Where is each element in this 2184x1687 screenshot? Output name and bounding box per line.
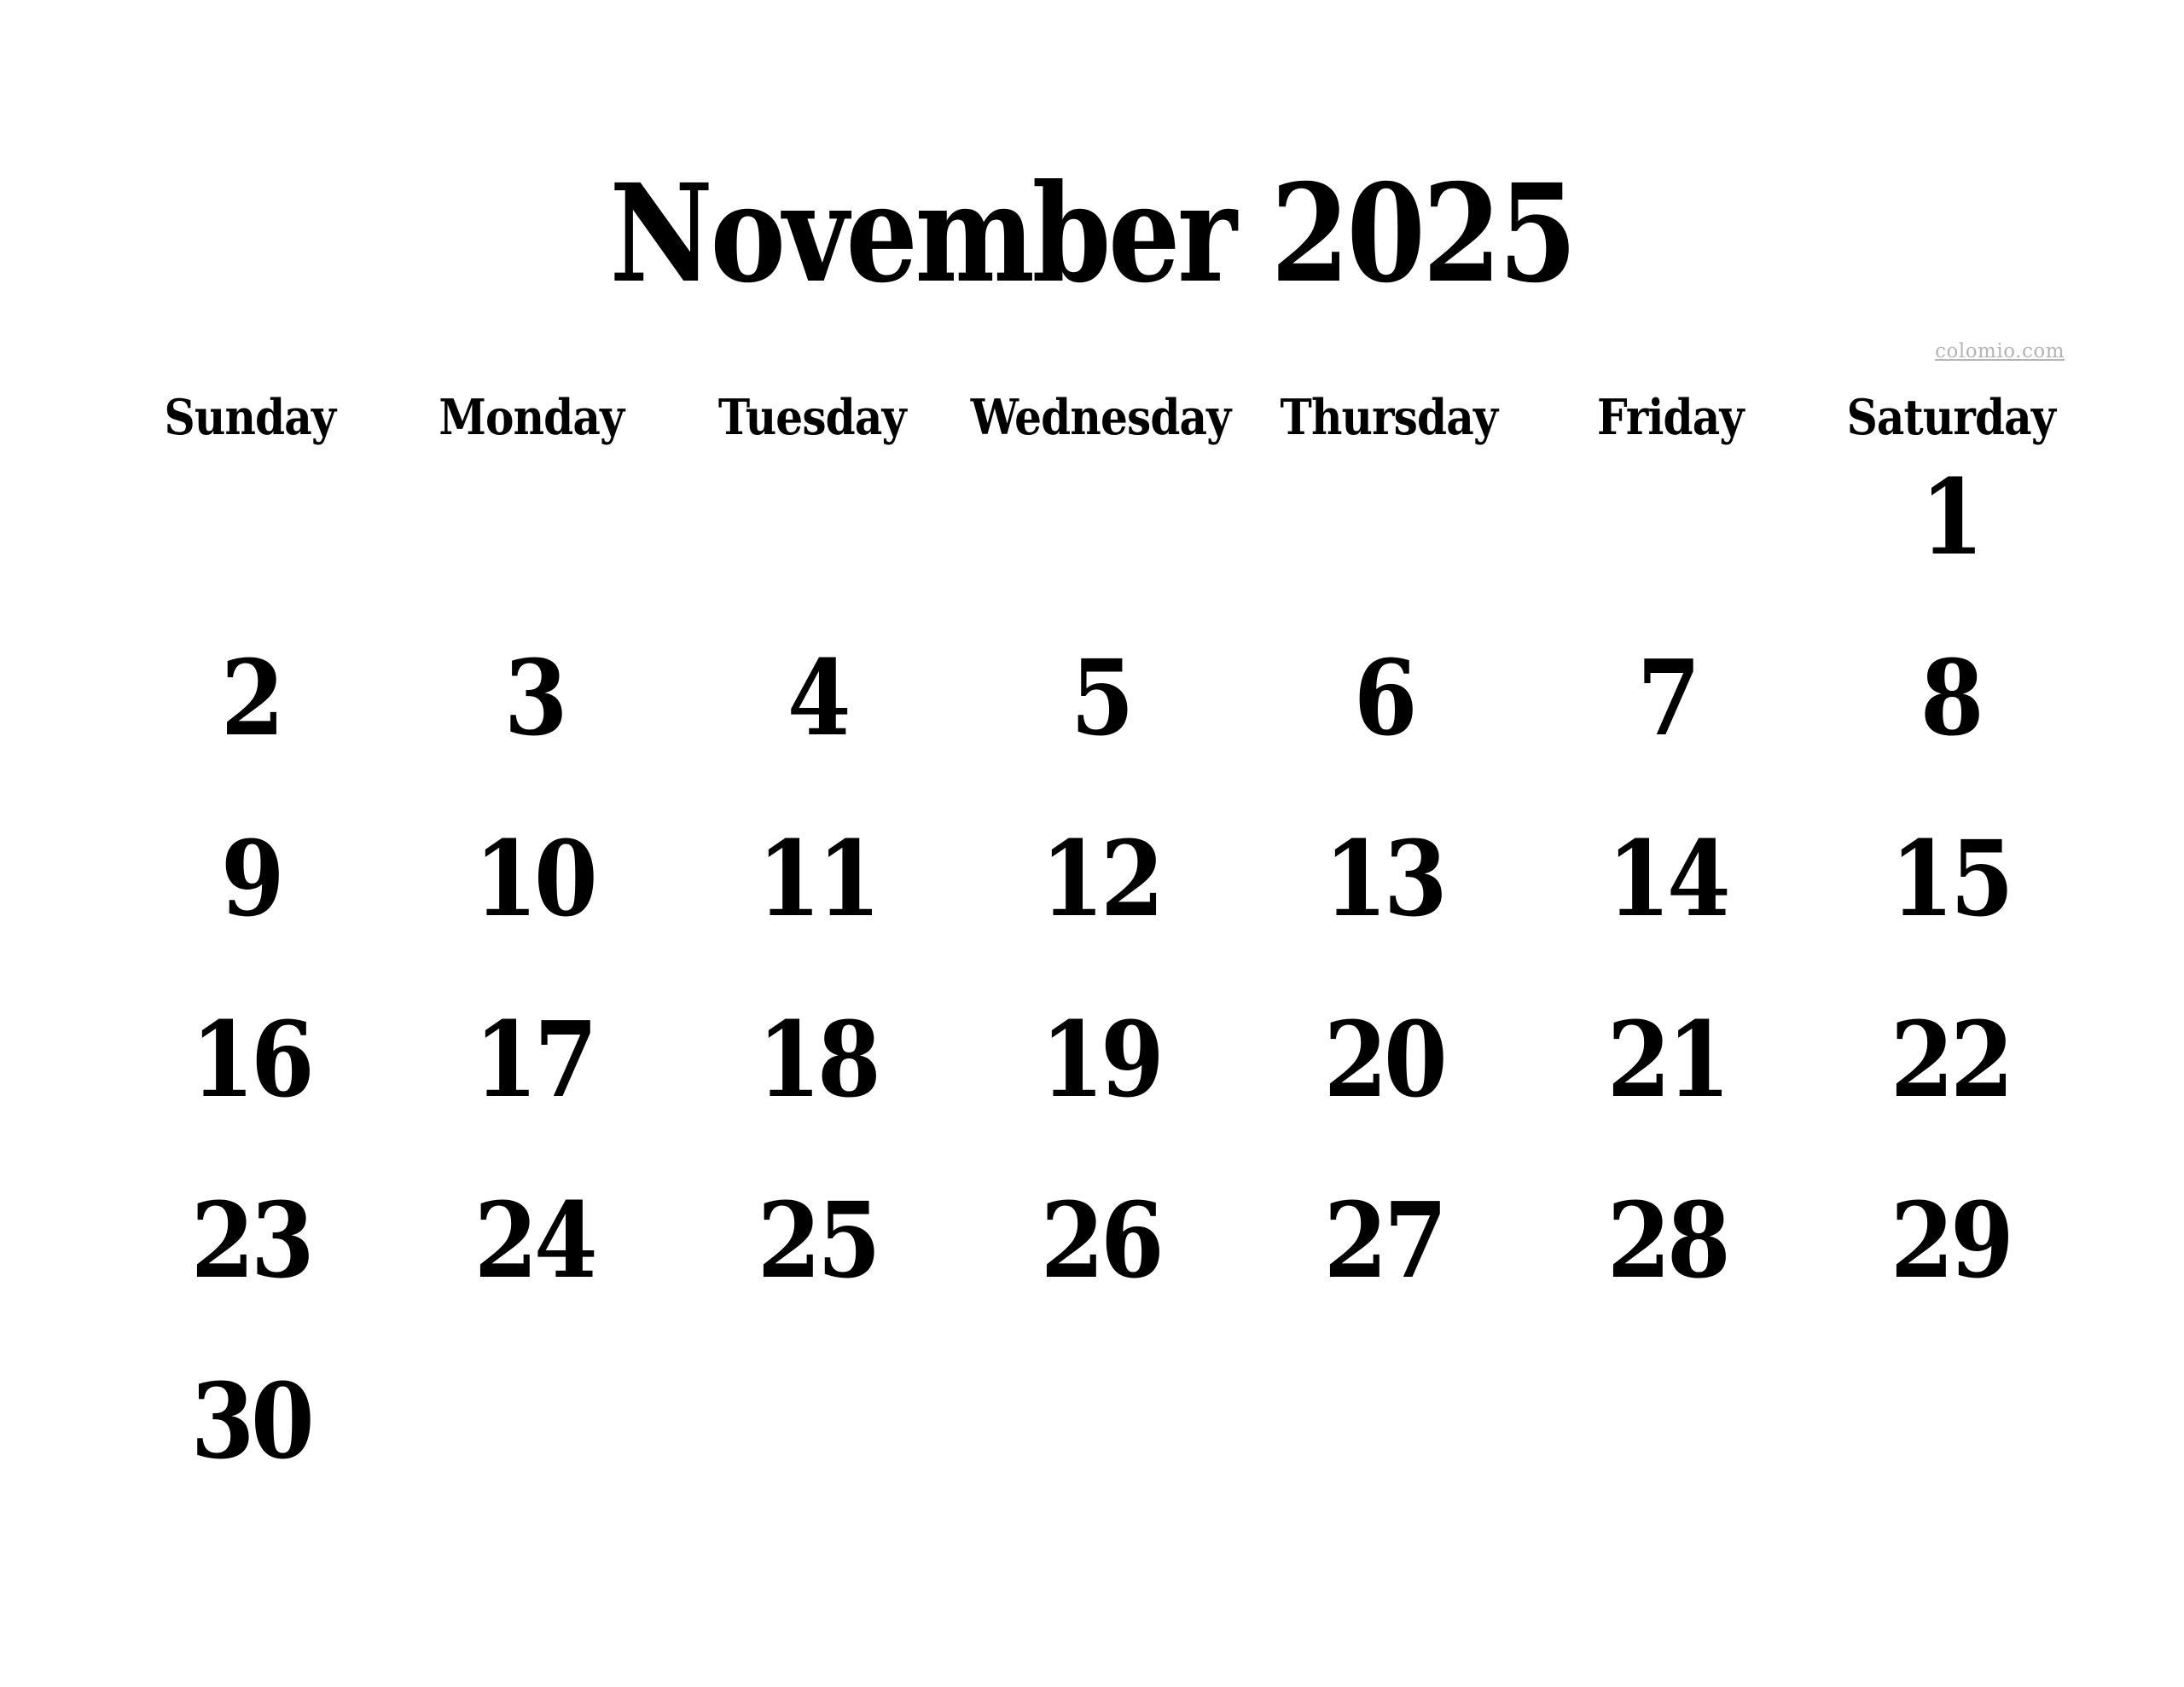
day-cell <box>1259 1330 1508 1511</box>
week-row-6 <box>109 1330 2092 1511</box>
day-cell <box>1259 426 1508 607</box>
calendar-title: November 2025 <box>609 154 1575 313</box>
day-cell <box>693 426 942 607</box>
day-cell-nov-1: 1 <box>1920 455 1981 578</box>
day-cell-nov-28: 28 <box>1606 1179 1728 1301</box>
day-cell <box>976 426 1225 607</box>
day-cell-nov-27: 27 <box>1323 1179 1444 1301</box>
day-cell <box>1542 426 1792 607</box>
day-cell-nov-19: 19 <box>1040 998 1161 1121</box>
day-cell-nov-17: 17 <box>473 998 595 1121</box>
day-cell-nov-2: 2 <box>220 636 282 759</box>
week-row-2 <box>109 607 2092 788</box>
weekday-label-wednesday: Wednesday <box>970 389 1231 446</box>
day-cell <box>1826 1330 2075 1511</box>
week-row-1 <box>109 426 2092 607</box>
day-cell-nov-22: 22 <box>1890 998 2011 1121</box>
day-cell-nov-10: 10 <box>473 817 595 940</box>
day-cell-nov-13: 13 <box>1323 817 1444 940</box>
weekday-label-tuesday: Tuesday <box>718 389 907 446</box>
day-cell <box>126 426 375 607</box>
day-cell <box>410 1330 659 1511</box>
watermark-link[interactable]: colomio.com <box>1935 340 2065 362</box>
day-cell-nov-12: 12 <box>1040 817 1161 940</box>
day-cell-nov-14: 14 <box>1606 817 1728 940</box>
day-cell-nov-21: 21 <box>1606 998 1728 1121</box>
week-row-4 <box>109 969 2092 1150</box>
weekday-label-friday: Friday <box>1596 389 1744 446</box>
date-grid <box>109 426 2092 1511</box>
weekday-label-monday: Monday <box>438 389 624 446</box>
day-cell-nov-23: 23 <box>190 1179 311 1301</box>
day-cell-nov-6: 6 <box>1353 636 1414 759</box>
day-cell-nov-24: 24 <box>473 1179 595 1301</box>
day-cell-nov-11: 11 <box>757 817 878 940</box>
day-cell-nov-15: 15 <box>1890 817 2011 940</box>
day-cell-nov-7: 7 <box>1636 636 1698 759</box>
day-cell-nov-4: 4 <box>787 636 848 759</box>
day-cell-nov-5: 5 <box>1070 636 1131 759</box>
weekday-label-saturday: Saturday <box>1846 389 2056 446</box>
week-row-5 <box>109 1150 2092 1330</box>
week-row-3 <box>109 788 2092 969</box>
day-cell-nov-9: 9 <box>220 817 282 940</box>
day-cell-nov-29: 29 <box>1890 1179 2011 1301</box>
day-cell-nov-20: 20 <box>1323 998 1444 1121</box>
day-cell-nov-8: 8 <box>1920 636 1981 759</box>
day-cell-nov-3: 3 <box>503 636 565 759</box>
day-cell-nov-26: 26 <box>1040 1179 1161 1301</box>
weekday-label-thursday: Thursday <box>1280 389 1498 446</box>
day-cell-nov-18: 18 <box>757 998 878 1121</box>
day-cell-nov-30: 30 <box>190 1359 311 1482</box>
day-cell <box>410 426 659 607</box>
day-cell-nov-25: 25 <box>757 1179 878 1301</box>
weekday-label-sunday: Sunday <box>164 389 336 446</box>
day-cell <box>976 1330 1225 1511</box>
day-cell <box>693 1330 942 1511</box>
day-cell-nov-16: 16 <box>190 998 311 1121</box>
day-cell <box>1542 1330 1792 1511</box>
